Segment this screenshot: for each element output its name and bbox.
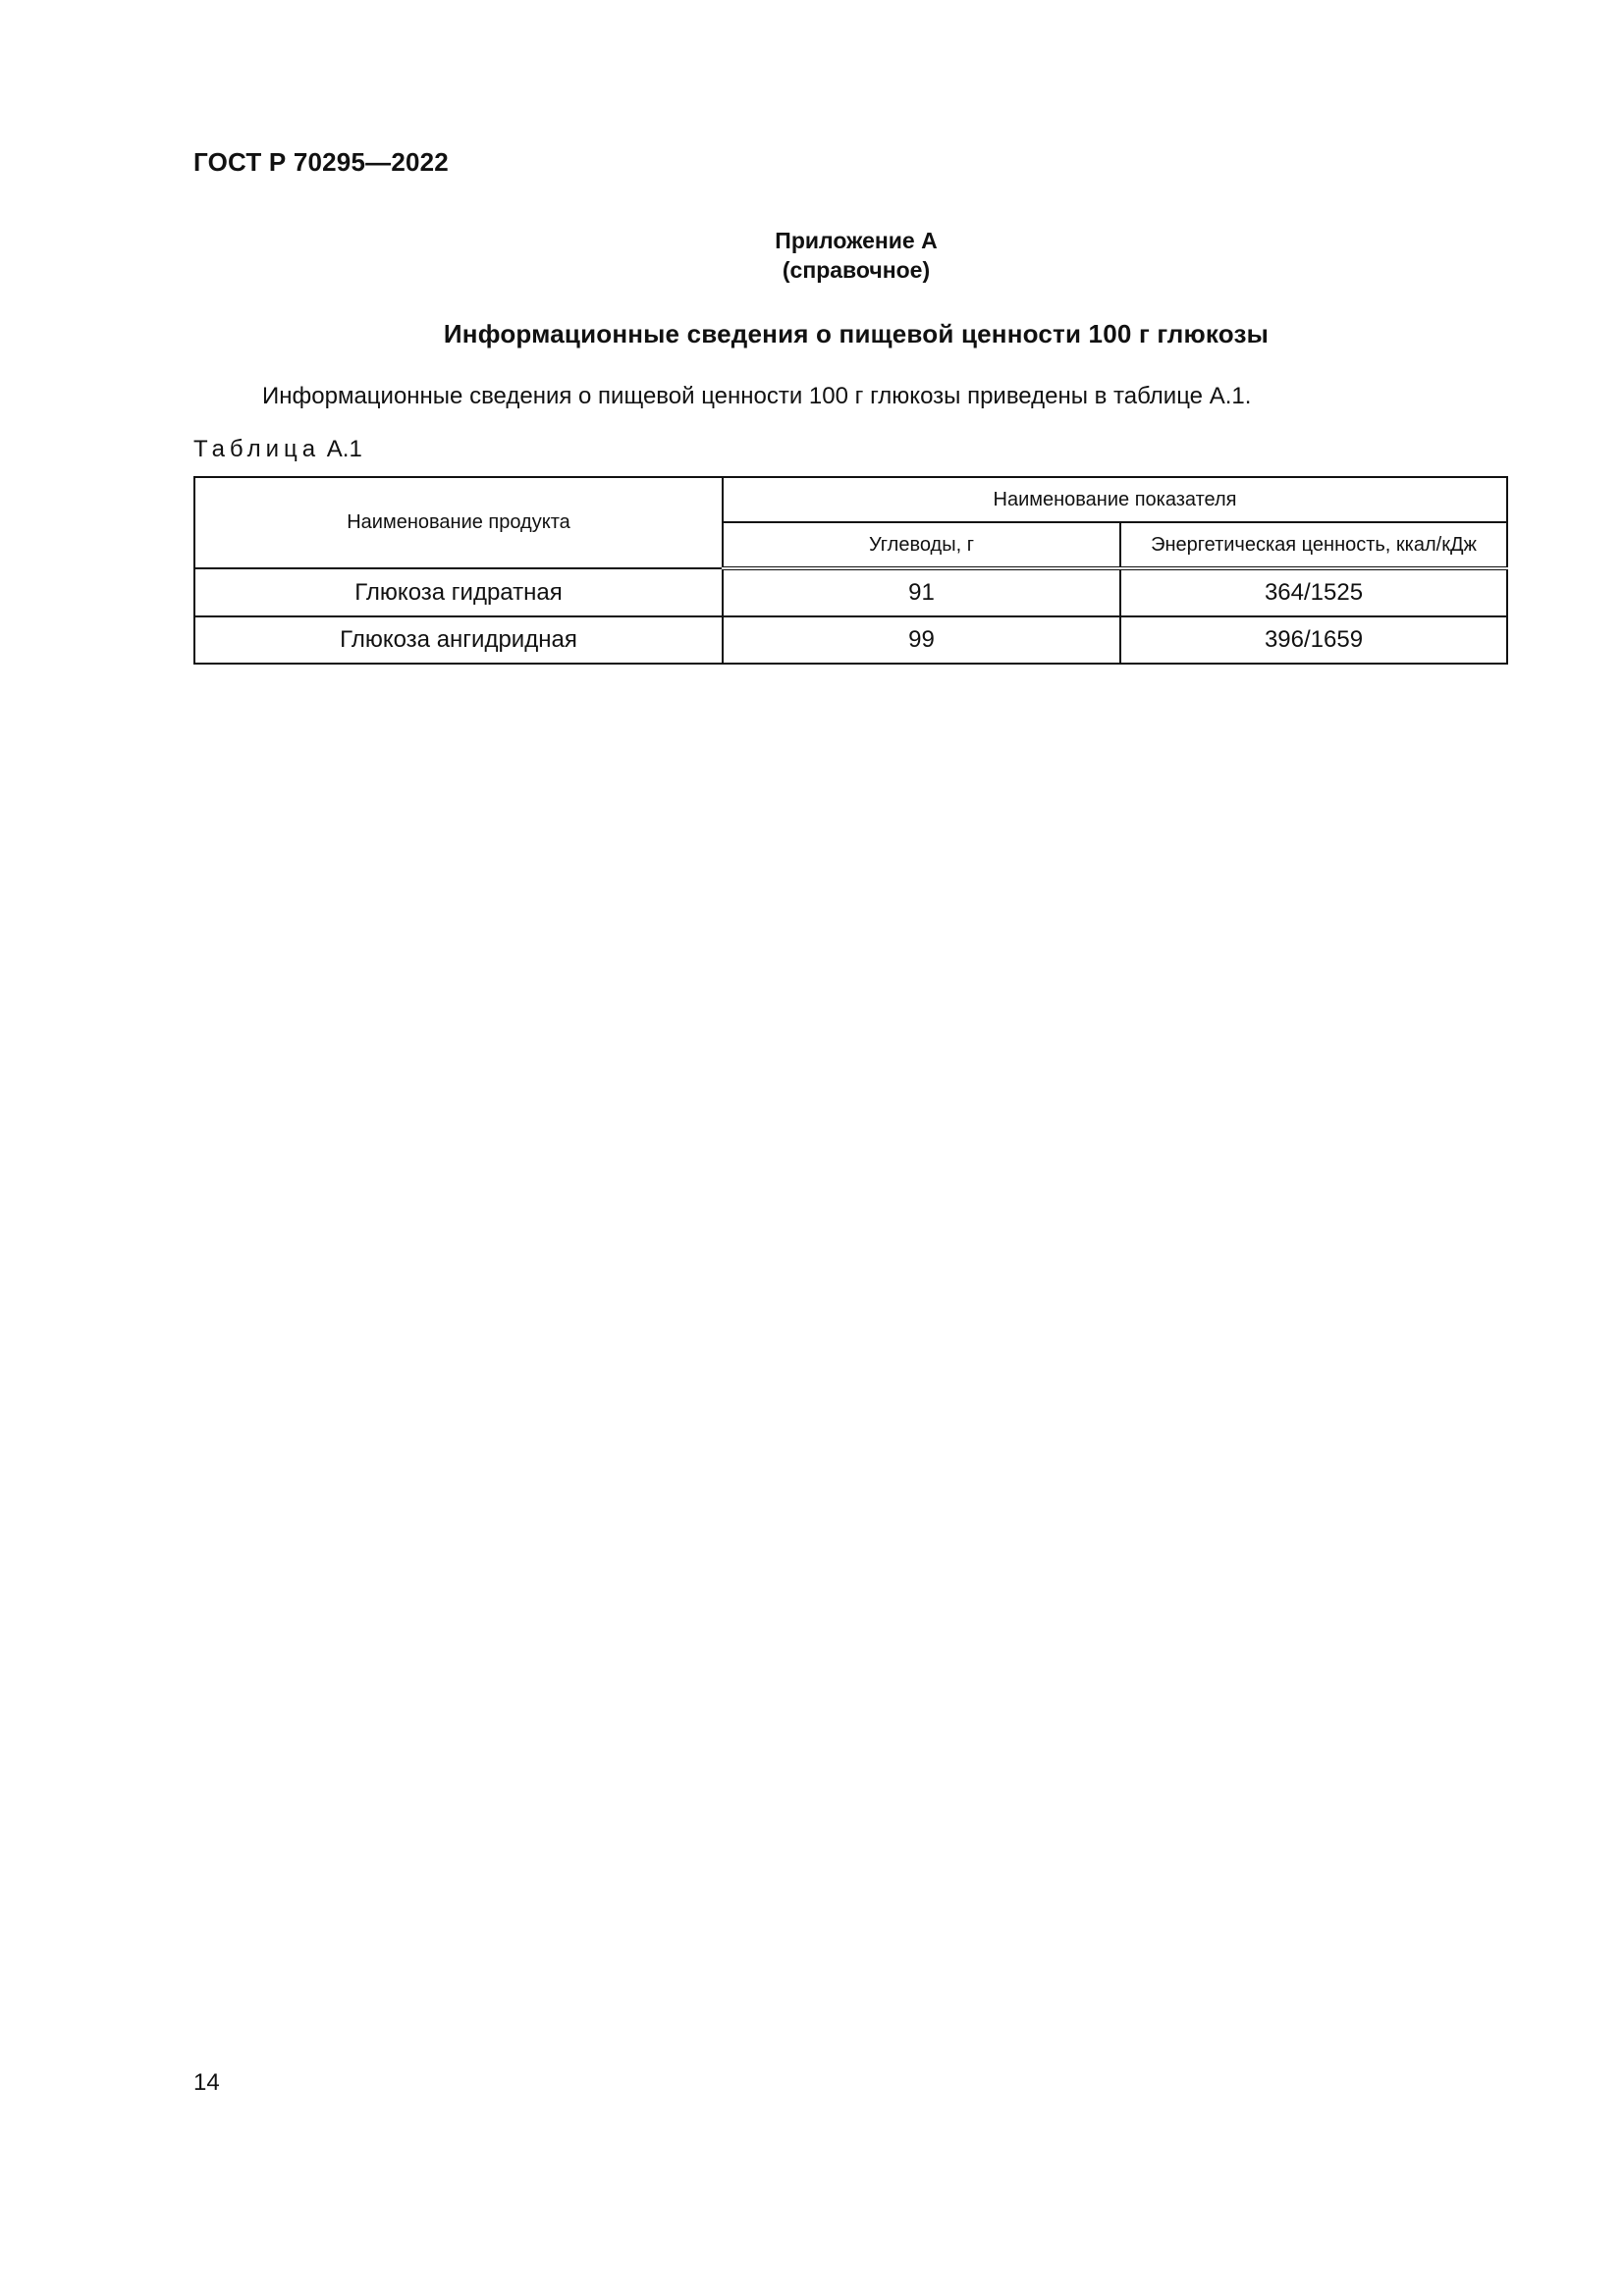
table-caption: [193, 436, 362, 463]
header-carbs: Углеводы, г: [723, 522, 1120, 568]
cell-carbs: 91: [723, 568, 1120, 616]
table-caption-number: А.1: [326, 436, 362, 462]
section-title: Информационные сведения о пищевой ценности 100 г глюкозы: [443, 319, 1270, 348]
cell-energy: 364/1525: [1120, 568, 1507, 616]
appendix-title: Приложение А: [775, 228, 938, 253]
table-row: [194, 616, 1507, 664]
appendix-type: (справочное): [782, 257, 931, 283]
header-energy: Энергетическая ценность, ккал/кДж: [1120, 522, 1507, 568]
document-code: ГОСТ Р 70295—2022: [193, 147, 449, 177]
appendix-heading: [0, 226, 1624, 285]
cell-product: Глюкоза гидратная: [194, 568, 723, 616]
intro-paragraph: Информационные сведения о пищевой ценности 100 г глюкозы приведены в таблице А.1.: [262, 383, 1252, 409]
header-indicator-group: Наименование показателя: [723, 477, 1507, 522]
nutrition-table: [193, 476, 1508, 665]
header-product: Наименование продукта: [194, 477, 723, 568]
table-row: [194, 568, 1507, 616]
cell-carbs: 99: [723, 616, 1120, 664]
page-number: 14: [193, 2069, 220, 2096]
cell-product: Глюкоза ангидридная: [194, 616, 723, 664]
cell-energy: 396/1659: [1120, 616, 1507, 664]
table-caption-word: Таблица: [193, 436, 321, 462]
